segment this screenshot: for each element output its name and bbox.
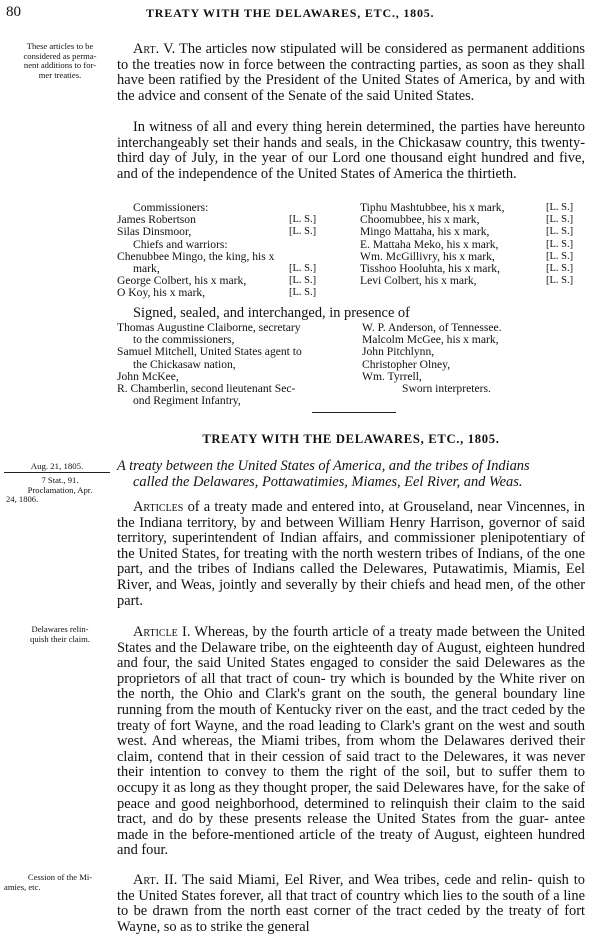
- signature-line: George Colbert, his x mark, [L. S.]: [117, 274, 317, 288]
- signature-line: Wm. McGillivry, his x mark, [L. S.]: [360, 249, 574, 263]
- signatures-right: [360, 202, 592, 287]
- seal-mark: [L. S.]: [289, 287, 317, 299]
- page-number: 80: [6, 4, 21, 20]
- seal-mark: [L. S.]: [546, 202, 574, 213]
- article-5-lead: Art. V.: [133, 41, 176, 57]
- witness-line: W. P. Anderson, of Tennessee.: [362, 321, 502, 334]
- article-2: Art. II. The said Miami, Eel River, and Wea tribes, cede and relin- quish to the United States forever, all that tract of country which lies to the south of a line to be drawn from the north east corner of the tract ceded by the treaty of fort Wayne, so as to strike the general: [117, 872, 585, 935]
- witness-line: Christopher Olney,: [362, 357, 451, 371]
- margin-note-delawares: Delawares relin- quish their claim.: [30, 624, 90, 644]
- margin-date: Aug. 21, 1805.: [30, 461, 84, 471]
- signature-line: Choomubbee, his x mark, [L. S.]: [360, 213, 574, 227]
- seal-mark: [L. S.]: [289, 275, 317, 287]
- margin-note-stat: 7 Stat., 91. Proclamation, Apr. 24, 1806.: [6, 475, 93, 505]
- signature-line: Tiphu Mashtubbee, his x mark, [L. S.]: [360, 201, 574, 214]
- articles-lead: Articles: [133, 499, 184, 515]
- witness-paragraph: In witness of all and every thing herein determined, the parties have hereunto interchangeably set their hands and seals, in the Chickasaw country, this twenty-third day of July, in the year of our Lord one thousand eight hundred and five, and of the independence of the United States of America the thirtieth.: [117, 119, 585, 182]
- witnesses-right: [362, 322, 592, 395]
- signature-line: Tisshoo Hooluhta, his x mark, [L. S.]: [360, 262, 574, 276]
- signatures-left: [117, 202, 349, 300]
- signature-line: Chenubbee Mingo, the king, his x: [117, 249, 275, 263]
- witnesses-intro: Signed, sealed, and interchanged, in presence of: [133, 305, 410, 321]
- witness-line: Malcolm McGee, his x mark,: [362, 333, 499, 347]
- seal-mark: [L. S.]: [546, 214, 574, 226]
- witness-line: Samuel Mitchell, United States agent to: [117, 345, 302, 359]
- margin-note-cession: Cession of the Mi- amies, etc.: [4, 872, 93, 892]
- signature-line: Chiefs and warriors:: [133, 237, 228, 251]
- witness-line: ond Regiment Infantry,: [133, 394, 241, 408]
- signature-line: Commissioners:: [133, 201, 209, 214]
- signature-line: Silas Dinsmoor, [L. S.]: [117, 225, 317, 239]
- witness-line: to the commissioners,: [133, 333, 235, 347]
- witnesses-left: [117, 322, 357, 407]
- margin-date-rule: [4, 472, 110, 473]
- signature-line: Levi Colbert, his x mark, [L. S.]: [360, 274, 574, 288]
- running-title: TREATY WITH THE DELAWARES, ETC., 1805.: [146, 6, 435, 20]
- witness-line: Wm. Tyrrell,: [362, 369, 422, 383]
- signature-line: Mingo Mattaha, his x mark, [L. S.]: [360, 225, 574, 239]
- seal-mark: [L. S.]: [289, 214, 317, 226]
- witness-line: the Chickasaw nation,: [133, 357, 236, 371]
- seal-mark: [L. S.]: [546, 226, 574, 238]
- signature-line: James Robertson [L. S.]: [117, 213, 317, 227]
- seal-mark: [L. S.]: [289, 226, 317, 238]
- article-2-lead: Art. II.: [133, 872, 178, 888]
- signature-line: E. Mattaha Meko, his x mark, [L. S.]: [360, 237, 574, 251]
- treaty-preamble: A treaty between the United States of America, and the tribes of Indians called the Delawares, Pottawatimies, Miames, Eel River, and Weas.: [117, 458, 530, 490]
- seal-mark: [L. S.]: [546, 238, 574, 250]
- signature-line: mark, [L. S.]: [133, 262, 317, 276]
- margin-note-articles: These articles to be considered as perma- nent additions to for- mer treaties.: [23, 41, 97, 80]
- article-1: Article I. Whereas, by the fourth article of a treaty made between the United States and the Delaware tribe, on the eighteenth day of August, eighteen hundred and four, the said United States engaged to consider the said Delewares as the proprietors of all that tract of coun- try which is bounded by the White river on the north, the Ohio and Clark's grant on the south, the general boundary line running from the mouth of Kentucky river on the east, and the tract ceded by the treaty of fort Wayne, and the road leading to Clark's grant on the west and south west. And whereas, the Miami tribes, from whom the Delawares derived their claim, contend that in their cession of said tract to the Delewares, it was never their intention to convey to them the right of the soil, but to suffer them to occupy it as long as they thought proper, the said Delewares have, for the sake of peace and good neighborhood, determined to relinquish their claim to the said tract, and do by these presents release the United States from the guar- antee made in the before-mentioned article of the treaty of August, eighteen hundred and four.: [117, 624, 585, 859]
- seal-mark: [L. S.]: [289, 263, 317, 275]
- signature-line: O Koy, his x mark, [L. S.]: [117, 286, 317, 300]
- articles-intro: Articles of a treaty made and entered into, at Grouseland, near Vincennes, in the Indiana territory, by and between William Henry Harrison, governor of said territory, superintendent of Indian affairs, and commissioner plenipotentiary of the United States, for treating with the north western tribes of Indians, of the one part, and the tribes of Indians called the Delewares, Putawatimis, Miamis, Eel River, and Weas, jointly and severally by their chiefs and head men, of the other part.: [117, 499, 585, 609]
- seal-mark: [L. S.]: [546, 275, 574, 287]
- article-5: Art. V. The articles now stipulated will be considered as permanent additions to the treaties now in force between the contracting parties, as soon as they shall have been ratified by the President of the United States of America, by and with the advice and consent of the Senate of the said United States.: [117, 41, 585, 104]
- seal-mark: [L. S.]: [546, 250, 574, 262]
- witness-line: John Pitchlynn,: [362, 345, 435, 359]
- article-1-lead: Article I.: [133, 624, 191, 640]
- witness-line: Sworn interpreters.: [402, 382, 491, 396]
- witness-line: R. Chamberlin, second lieutenant Sec-: [117, 382, 296, 396]
- page-header: [6, 4, 592, 24]
- treaty-title: TREATY WITH THE DELAWARES, ETC., 1805.: [202, 432, 500, 446]
- witness-line: John McKee,: [117, 369, 179, 383]
- seal-mark: [L. S.]: [546, 263, 574, 275]
- witness-line: Thomas Augustine Claiborne, secretary: [117, 321, 301, 334]
- section-divider: [312, 412, 396, 413]
